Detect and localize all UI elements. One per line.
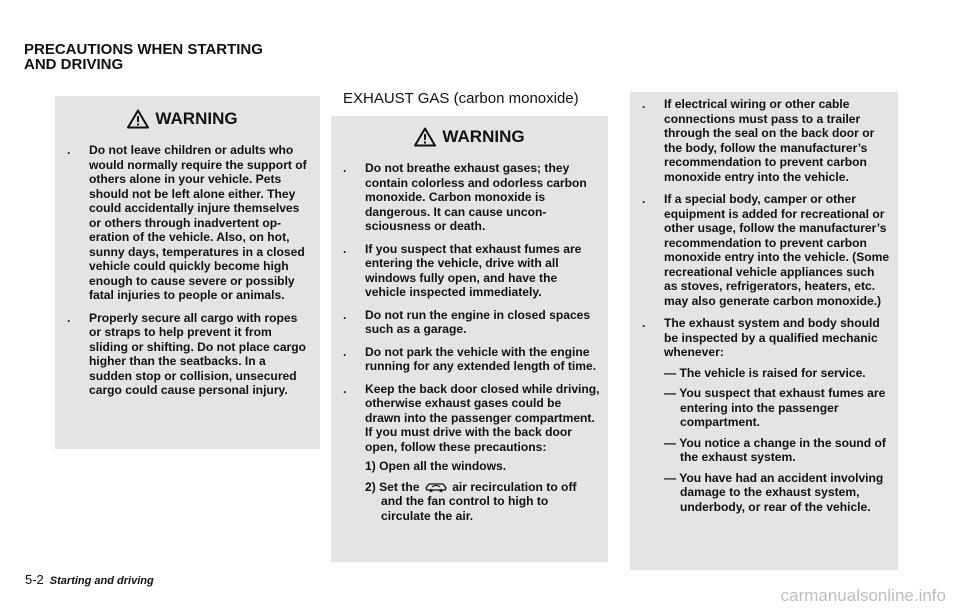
watermark: carmanualsonline.info bbox=[780, 586, 946, 605]
step-1 bbox=[331, 459, 608, 474]
sub-text: — You have had an accident involving damage to the exhaust system, underbody, or rear of the vehicle. bbox=[664, 470, 884, 514]
item-text: Do not park the vehicle with the engine running for any extended length of time. bbox=[365, 344, 597, 373]
item-text: If electrical wiring or other cable connections must pass to a trailer through the seal on the back door or the body, follow the manufacturer’s recommendation to prevent carbon monoxide entry into the vehicle. bbox=[664, 97, 875, 184]
sub-text: — You notice a change in the sound of the exhaust system. bbox=[664, 435, 886, 464]
warning-list bbox=[331, 161, 608, 454]
step-text: 1) Open all the windows. bbox=[365, 459, 507, 473]
list-item: . If electrical wiring or other cable connections must pass to a trailer through the seal on the back door or the body, follow the manufacturer’s recommendation to prevent carbon monoxide entry into the vehicle. bbox=[642, 97, 875, 184]
warning-box-exhaust bbox=[331, 116, 608, 562]
warning-box-continued bbox=[630, 92, 898, 570]
section-title-line-1: PRECAUTIONS WHEN STARTING bbox=[24, 41, 263, 58]
page-footer bbox=[25, 572, 154, 587]
step-2 bbox=[331, 480, 608, 524]
item-text: Do not run the engine in closed spaces such as a garage. bbox=[365, 307, 591, 336]
list-item: . Do not breathe exhaust gases; they contain colorless and odorless carbon monoxide. Carbon monoxide is dangerous. It can cause unconsciousness or death. bbox=[343, 161, 587, 233]
sub-item bbox=[630, 366, 898, 381]
item-text: The exhaust system and body should be inspected by a qualified mechanic whenever: bbox=[664, 316, 880, 359]
list-item: . Keep the back door closed while driving, otherwise exhaust gases could be drawn into the passenger compartment. If you must drive with the back door open, follow these precautions: bbox=[343, 381, 600, 454]
warning-header bbox=[55, 109, 310, 129]
air-recirculation-icon bbox=[423, 480, 449, 493]
item-text: Keep the back door closed while driving, otherwise exhaust gases could be drawn into the passenger compartment. If you must drive with the back door open, follow these precautions: bbox=[365, 381, 600, 454]
list-item: . The exhaust system and body should be inspected by a qualified mechanic whenever: bbox=[642, 316, 880, 359]
step-text: 2) Set the bbox=[365, 479, 420, 494]
item-text: Do not leave children or adults who would normally require the support of others alone in your vehicle. Pets should not be left alone either. They could accidentally injure themselves or others through inadvertent operation of the vehicle. Also, on hot, sunny days, temperatures in a closed vehicle could quickly become high enough to cause severe or possibly fatal injuries to people or animals. bbox=[89, 143, 307, 302]
list-item: . Do not leave children or adults who would normally require the support of others alone in your vehicle. Pets should not be left alone either. They could accidentally injure themselves or others through inadvertent operation of the vehicle. Also, on hot, sunny days, temperatures in a closed vehicle could quickly become high enough to cause severe or possibly fatal injuries to people or animals. bbox=[67, 143, 307, 302]
warning-list bbox=[630, 92, 898, 360]
exhaust-heading: EXHAUST GAS (carbon monoxide) bbox=[343, 90, 579, 107]
step-2-wrap bbox=[365, 480, 600, 524]
section-title bbox=[24, 42, 263, 72]
footer-section: Starting and driving bbox=[49, 575, 154, 587]
page-number: 5-2 bbox=[25, 572, 44, 587]
item-text: Properly secure all cargo with ropes or straps to help prevent it from sliding or shifting. Do not place cargo higher than the seatbacks. In a sudden stop or collision, unsecured cargo could cause personal injury. bbox=[89, 310, 307, 397]
warning-label: WARNING bbox=[442, 127, 525, 146]
list-item: . Properly secure all cargo with ropes or straps to help prevent it from sliding or shifting. Do not place cargo higher than the seatbacks. In a sudden stop or collision, unsecured cargo could cause personal injury. bbox=[67, 310, 307, 397]
warning-label: WARNING bbox=[155, 109, 238, 128]
warning-header bbox=[331, 127, 608, 147]
sub-item bbox=[630, 386, 898, 430]
sub-item bbox=[630, 436, 898, 465]
item-text: If a special body, camper or other equipment is added for recreational or other usage, follow the manufacturer’s recommendation to prevent carbon monoxide entry into the vehicle. (Some recreational vehicle appliances such as stoves, refrigerators, heaters, etc. may also generate carbon monoxide.) bbox=[664, 192, 890, 308]
warning-box-children bbox=[55, 96, 320, 449]
sub-text: — You suspect that exhaust fumes are entering into the passenger compartment. bbox=[664, 386, 886, 429]
item-text: If you suspect that exhaust fumes are entering the vehicle, drive with all windows fully open, and have the vehicle inspected immediately. bbox=[365, 241, 582, 299]
list-item: . If you suspect that exhaust fumes are entering the vehicle, drive with all windows fully open, and have the vehicle inspected immediately. bbox=[343, 241, 582, 299]
warning-list bbox=[55, 143, 310, 398]
sub-item bbox=[630, 471, 898, 515]
section-title-line-2: AND DRIVING bbox=[24, 56, 124, 73]
list-item: . If a special body, camper or other equipment is added for recreational or other usage, follow the manufacturer’s recommendation to prevent carbon monoxide entry into the vehicle. (Some recreational vehicle appliances such as stoves, refrigerators, heaters, etc. may also generate carbon monoxide.) bbox=[642, 192, 890, 308]
warning-triangle-icon bbox=[127, 109, 149, 129]
step-text: air recirculation to off and the fan control to high to circulate the air. bbox=[381, 479, 577, 523]
warning-triangle-icon bbox=[414, 127, 436, 147]
sub-text: — The vehicle is raised for service. bbox=[664, 365, 866, 380]
item-text: Do not breathe exhaust gases; they contain colorless and odorless carbon monoxide. Carbon monoxide is dangerous. It can cause unconsciousness or death. bbox=[365, 161, 587, 233]
list-item: . Do not park the vehicle with the engine running for any extended length of time. bbox=[343, 344, 597, 373]
list-item: . Do not run the engine in closed spaces such as a garage. bbox=[343, 307, 591, 336]
